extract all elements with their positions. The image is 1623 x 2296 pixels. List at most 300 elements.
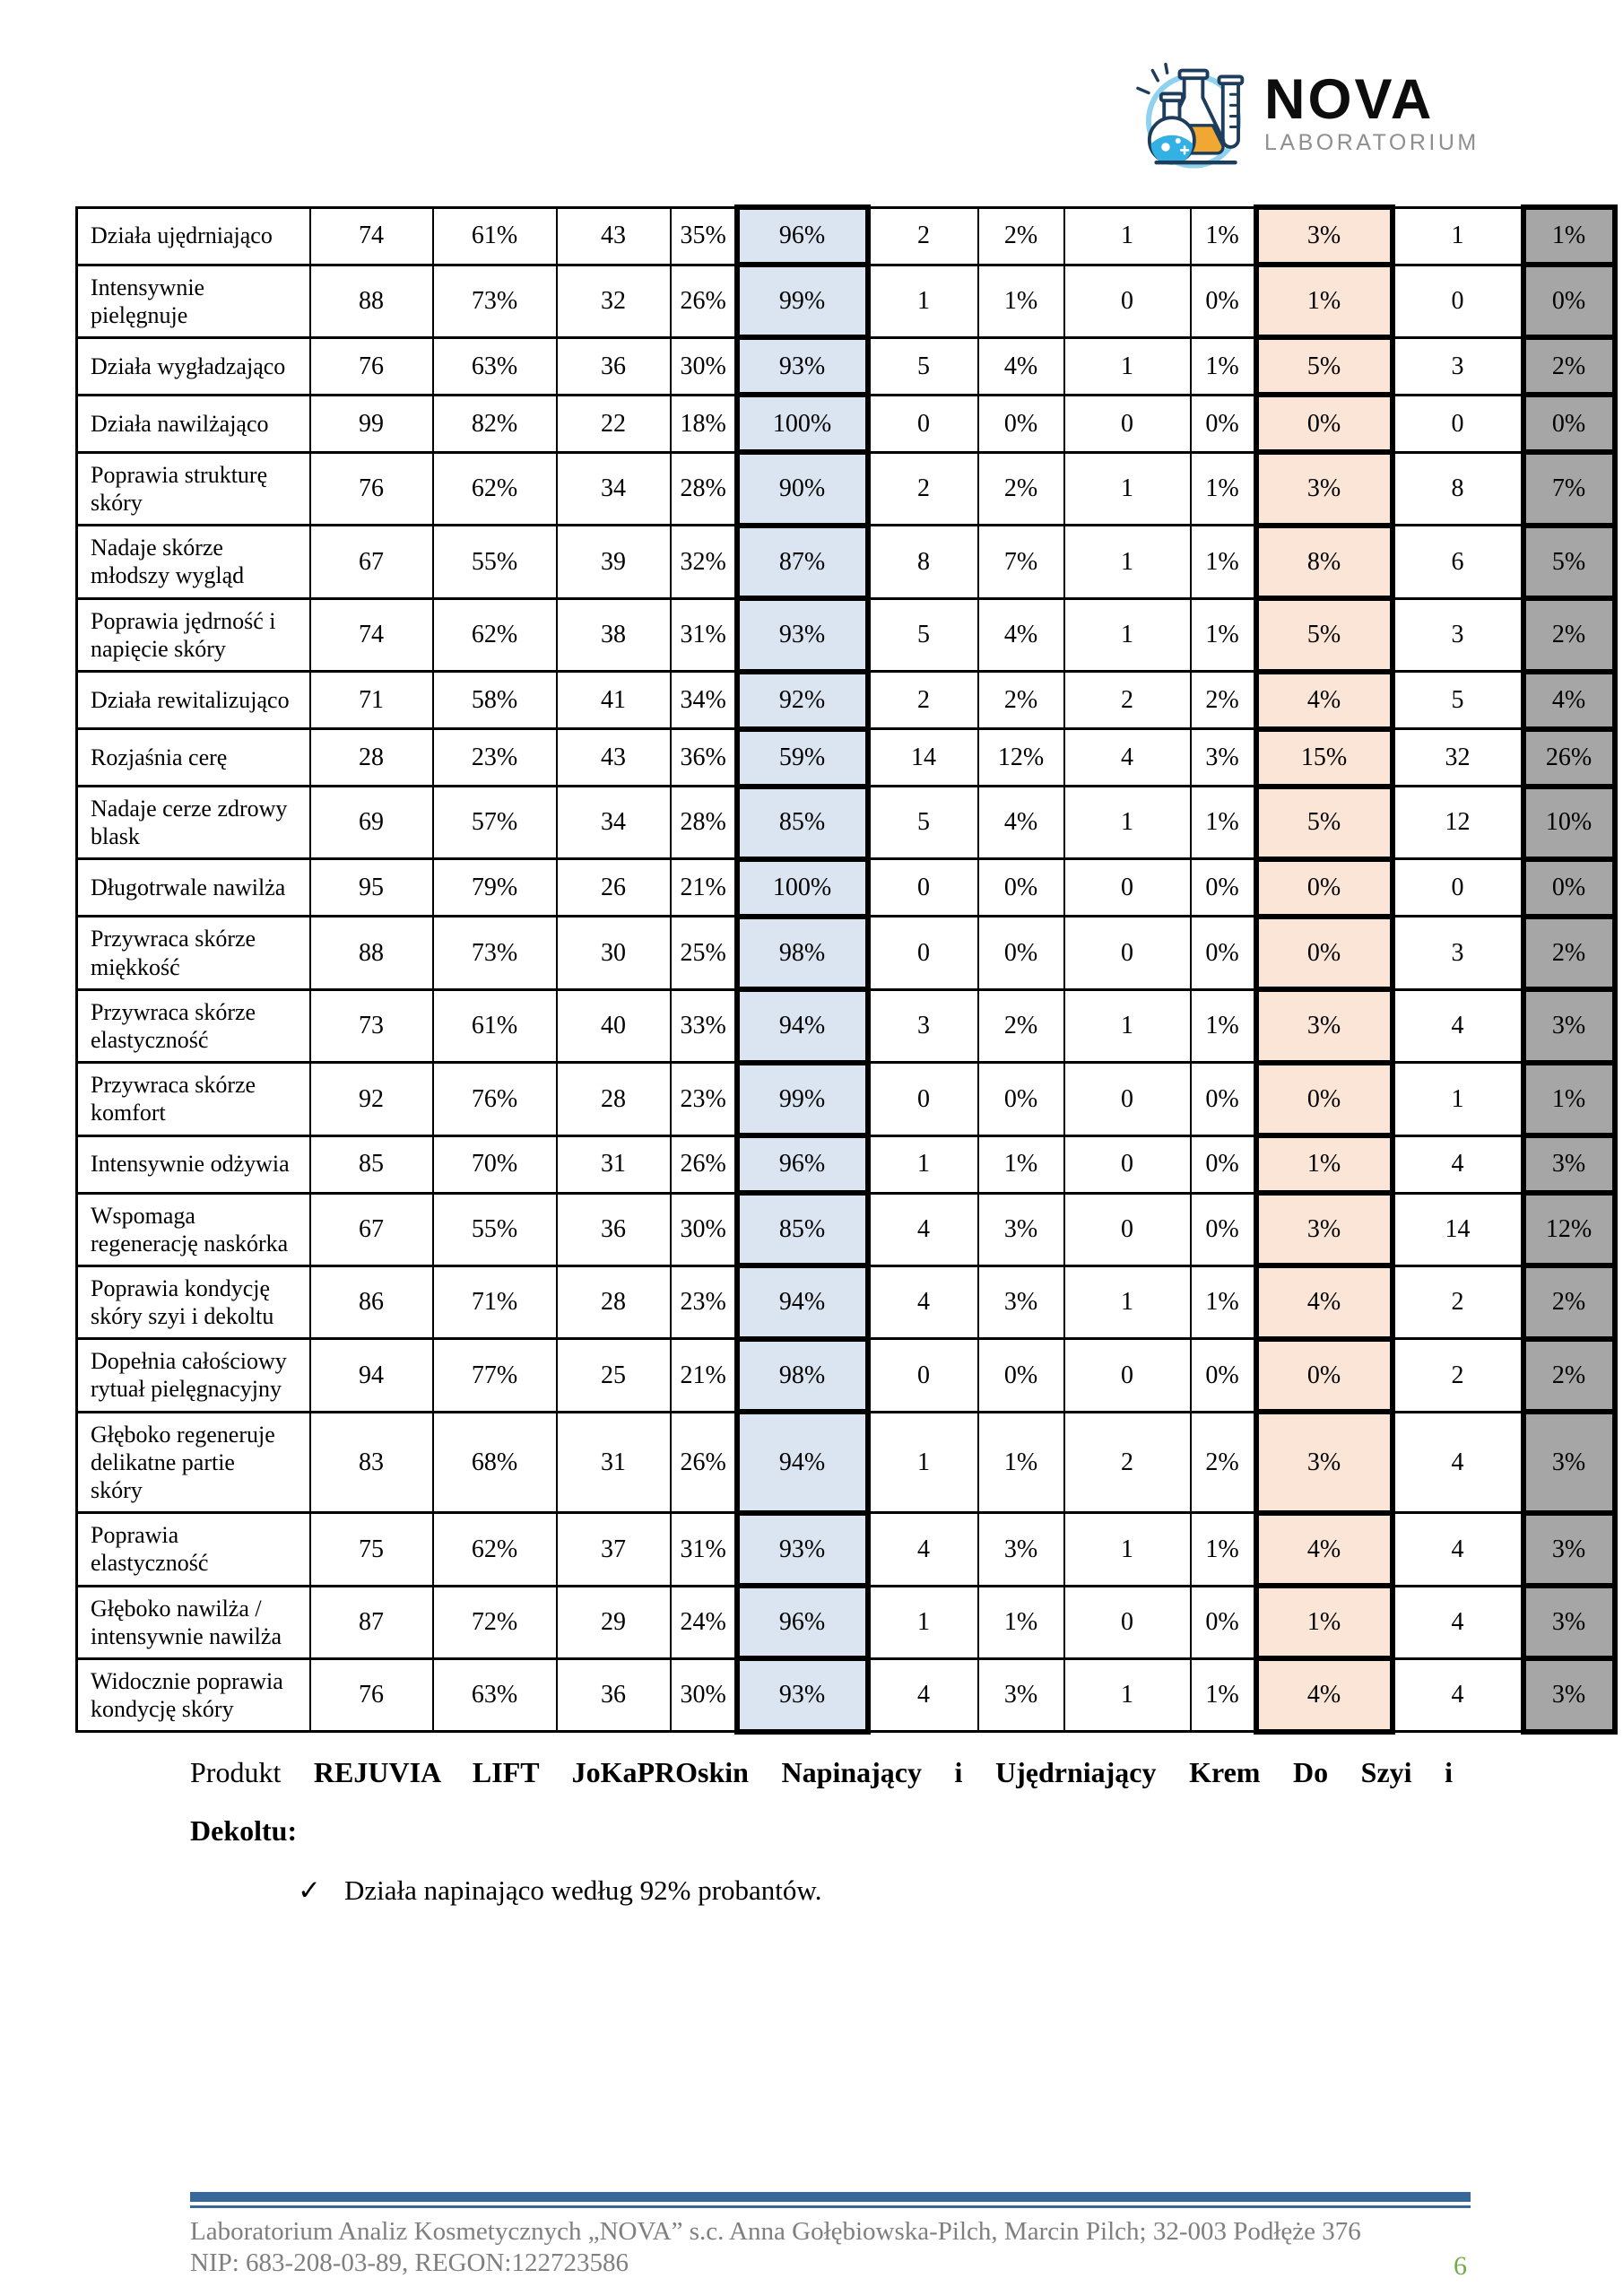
table-row [77,337,1615,395]
table-cell-highlight-gray: 26% [1523,729,1615,787]
table-cell: 0 [1064,1339,1191,1412]
table-cell: 0 [1393,859,1523,917]
table-cell: 0 [1064,1193,1191,1265]
table-cell: 34% [671,672,737,729]
table-row [77,917,1615,989]
table-cell-highlight-blue: 100% [737,859,868,917]
table-cell: 0% [1191,1135,1256,1193]
table-cell: 23% [671,1265,737,1338]
table-row [77,1586,1615,1658]
table-cell: 73% [433,265,557,337]
table-cell: 68% [433,1412,557,1513]
table-cell-highlight-gray: 3% [1523,1135,1615,1193]
product-name-line2: Dekoltu: [190,1813,298,1847]
table-cell-highlight-gray: 0% [1523,859,1615,917]
table-cell-highlight-gray: 2% [1523,337,1615,395]
table-cell: 1% [978,1135,1064,1193]
table-cell: 31% [671,1513,737,1586]
table-cell: 0% [978,395,1064,452]
table-cell: 4 [1393,1412,1523,1513]
table-cell: 87 [310,1586,433,1658]
table-cell-highlight-gray: 2% [1523,1265,1615,1338]
table-cell-highlight-blue: 96% [737,1586,868,1658]
table-cell: 94 [310,1339,433,1412]
table-cell-highlight-peach: 3% [1256,1412,1393,1513]
row-label: Działa nawilżająco [77,395,310,452]
row-label: Dopełnia całościowy rytuał pielęgnacyjny [77,1339,310,1412]
table-cell: 1 [1064,452,1191,525]
table-cell: 3% [978,1265,1064,1338]
table-cell-highlight-gray: 5% [1523,526,1615,598]
table-cell: 4 [1393,1586,1523,1658]
row-label: Wspomaga regenerację naskórka [77,1193,310,1265]
table-cell: 4 [868,1265,978,1338]
table-cell: 1 [868,1135,978,1193]
table-cell: 0 [1393,265,1523,337]
table-cell-highlight-blue: 96% [737,207,868,265]
table-cell: 2 [1064,1412,1191,1513]
table-cell: 8 [1393,452,1523,525]
table-cell: 85 [310,1135,433,1193]
table-cell: 76% [433,1063,557,1135]
page-footer [190,2192,1471,2280]
table-cell-highlight-peach: 4% [1256,1513,1393,1586]
table-cell-highlight-peach: 4% [1256,1265,1393,1338]
table-cell: 4 [1393,1658,1523,1731]
table-cell: 8 [868,526,978,598]
table-cell: 1% [1191,526,1256,598]
table-cell: 1 [1393,1063,1523,1135]
table-row [77,1513,1615,1586]
table-cell-highlight-gray: 2% [1523,917,1615,989]
table-cell: 3 [868,989,978,1062]
table-cell: 4 [868,1658,978,1731]
table-cell: 76 [310,337,433,395]
table-cell: 1% [1191,989,1256,1062]
table-cell-highlight-blue: 99% [737,265,868,337]
table-cell: 4% [978,598,1064,671]
table-cell-highlight-blue: 85% [737,1193,868,1265]
table-cell-highlight-peach: 1% [1256,265,1393,337]
row-label: Widocznie poprawia kondycję skóry [77,1658,310,1731]
table-cell: 36 [557,337,671,395]
table-cell-highlight-gray: 12% [1523,1193,1615,1265]
footer-address: Laboratorium Analiz Kosmetycznych „NOVA” s.c. Anna Gołębiowska-Pilch, Marcin Pilch; 32-003 Podłęże 376 [190,2217,1361,2246]
table-cell: 3 [1393,917,1523,989]
table-cell: 30% [671,1658,737,1731]
logo-subtitle: LABORATORIUM [1264,130,1480,155]
summary-prefix: Produkt [190,1755,282,1788]
table-cell-highlight-peach: 3% [1256,452,1393,525]
footer-rule [190,2192,1471,2208]
table-cell: 1 [868,1412,978,1513]
table-cell: 31 [557,1412,671,1513]
table-cell: 3 [1393,337,1523,395]
table-cell: 43 [557,207,671,265]
table-cell: 0 [1064,1586,1191,1658]
product-summary-line2 [190,1814,1453,1848]
table-cell: 0 [1064,395,1191,452]
table-cell: 86 [310,1265,433,1338]
row-label: Poprawia strukturę skóry [77,452,310,525]
table-row [77,265,1615,337]
product-summary-line1 [190,1756,1453,1789]
table-cell: 2 [1393,1339,1523,1412]
table-cell-highlight-blue: 93% [737,598,868,671]
table-cell: 0% [978,859,1064,917]
table-cell: 0 [868,395,978,452]
table-cell: 36 [557,1658,671,1731]
table-row [77,1063,1615,1135]
table-row [77,452,1615,525]
table-cell: 73% [433,917,557,989]
logo-name: NOVA [1264,68,1435,131]
table-row [77,207,1615,265]
table-cell: 99 [310,395,433,452]
table-cell: 2 [868,672,978,729]
table-cell: 4 [1393,1513,1523,1586]
table-cell: 61% [433,989,557,1062]
table-cell-highlight-peach: 0% [1256,395,1393,452]
table-cell: 4% [978,787,1064,859]
table-cell-highlight-peach: 1% [1256,1586,1393,1658]
table-cell: 12% [978,729,1064,787]
table-cell-highlight-blue: 90% [737,452,868,525]
table-cell-highlight-peach: 4% [1256,1658,1393,1731]
table-cell: 1 [1064,526,1191,598]
table-cell: 26% [671,1135,737,1193]
table-row [77,787,1615,859]
table-cell: 0% [1191,917,1256,989]
table-cell: 2% [978,207,1064,265]
table-cell: 14 [1393,1193,1523,1265]
table-cell: 0% [1191,859,1256,917]
table-cell: 0% [1191,1586,1256,1658]
table-cell: 18% [671,395,737,452]
table-cell: 92 [310,1063,433,1135]
table-cell-highlight-gray: 7% [1523,452,1615,525]
table-cell: 83 [310,1412,433,1513]
table-cell: 1 [1064,1513,1191,1586]
table-cell: 28 [310,729,433,787]
table-cell-highlight-peach: 15% [1256,729,1393,787]
table-cell-highlight-peach: 0% [1256,859,1393,917]
table-cell: 5 [1393,672,1523,729]
table-cell: 0% [978,1339,1064,1412]
table-cell: 21% [671,1339,737,1412]
table-cell: 29 [557,1586,671,1658]
table-cell: 76 [310,452,433,525]
table-cell: 2% [1191,1412,1256,1513]
table-cell-highlight-gray: 3% [1523,1658,1615,1731]
table-row [77,1135,1615,1193]
table-cell: 57% [433,787,557,859]
table-cell: 69 [310,787,433,859]
table-cell: 25 [557,1339,671,1412]
table-cell: 0% [1191,1063,1256,1135]
table-cell: 67 [310,526,433,598]
table-cell: 1 [1064,989,1191,1062]
table-row [77,1339,1615,1412]
table-cell: 1 [1393,207,1523,265]
row-label: Przywraca skórze miękkość [77,917,310,989]
row-label: Działa ujędrniająco [77,207,310,265]
table-cell: 79% [433,859,557,917]
table-row [77,859,1615,917]
table-cell: 0% [1191,1339,1256,1412]
table-cell: 34 [557,452,671,525]
table-cell: 14 [868,729,978,787]
row-label: Intensywnie pielęgnuje [77,265,310,337]
table-row [77,1193,1615,1265]
table-cell: 1% [978,1586,1064,1658]
results-table-body [77,207,1615,1732]
table-cell: 37 [557,1513,671,1586]
table-cell: 0 [1064,265,1191,337]
table-row [77,1265,1615,1338]
table-cell-highlight-blue: 94% [737,989,868,1062]
table-cell: 35% [671,207,737,265]
table-cell: 0 [868,917,978,989]
table-cell: 26% [671,1412,737,1513]
table-cell: 21% [671,859,737,917]
table-cell: 4 [868,1513,978,1586]
table-cell-highlight-blue: 94% [737,1412,868,1513]
table-cell-highlight-peach: 1% [1256,1135,1393,1193]
table-cell: 2 [1064,672,1191,729]
row-label: Poprawia jędrność i napięcie skóry [77,598,310,671]
bullet-item [298,1874,1453,1907]
table-cell: 30 [557,917,671,989]
table-cell: 2% [978,989,1064,1062]
table-cell: 22 [557,395,671,452]
table-cell-highlight-gray: 4% [1523,672,1615,729]
table-row [77,1658,1615,1731]
bullet-text: Działa napinająco według 92% probantów. [343,1874,822,1906]
page-number: 6 [1454,2251,1467,2281]
table-cell-highlight-blue: 59% [737,729,868,787]
table-cell: 74 [310,207,433,265]
table-cell: 0 [1064,1135,1191,1193]
table-cell: 1% [978,1412,1064,1513]
table-cell: 4 [1064,729,1191,787]
table-cell: 1% [1191,207,1256,265]
row-label: Nadaje cerze zdrowy blask [77,787,310,859]
table-cell: 34 [557,787,671,859]
row-label: Głęboko nawilża / intensywnie nawilża [77,1586,310,1658]
table-cell: 58% [433,672,557,729]
table-cell-highlight-blue: 93% [737,337,868,395]
table-cell-highlight-peach: 5% [1256,598,1393,671]
row-label: Długotrwale nawilża [77,859,310,917]
table-cell: 4 [1393,989,1523,1062]
row-label: Przywraca skórze elastyczność [77,989,310,1062]
table-cell: 61% [433,207,557,265]
table-cell-highlight-peach: 5% [1256,337,1393,395]
table-cell: 28 [557,1063,671,1135]
table-cell: 4 [1393,1135,1523,1193]
table-cell: 1% [1191,1513,1256,1586]
table-cell-highlight-peach: 8% [1256,526,1393,598]
table-cell: 32 [557,265,671,337]
table-cell: 1% [978,265,1064,337]
table-cell: 0 [868,1339,978,1412]
row-label: Poprawia elastyczność [77,1513,310,1586]
table-cell: 38 [557,598,671,671]
table-cell: 1% [1191,1265,1256,1338]
table-cell: 5 [868,787,978,859]
table-cell: 2% [978,452,1064,525]
table-cell: 7% [978,526,1064,598]
table-cell: 0 [868,859,978,917]
table-cell: 3 [1393,598,1523,671]
table-cell: 0% [1191,265,1256,337]
row-label: Intensywnie odżywia [77,1135,310,1193]
table-cell: 28% [671,452,737,525]
table-cell-highlight-blue: 100% [737,395,868,452]
table-cell-highlight-peach: 4% [1256,672,1393,729]
table-cell: 0 [1393,395,1523,452]
table-cell-highlight-blue: 94% [737,1265,868,1338]
table-cell-highlight-blue: 93% [737,1658,868,1731]
table-cell: 30% [671,337,737,395]
table-cell: 0 [868,1063,978,1135]
table-cell: 28% [671,787,737,859]
table-cell: 1 [1064,337,1191,395]
table-row [77,672,1615,729]
table-cell: 76 [310,1658,433,1731]
table-cell: 1% [1191,1658,1256,1731]
table-cell: 2% [1191,672,1256,729]
table-cell: 63% [433,337,557,395]
table-cell: 67 [310,1193,433,1265]
table-cell: 77% [433,1339,557,1412]
row-label: Poprawia kondycję skóry szyi i dekoltu [77,1265,310,1338]
table-cell: 55% [433,1193,557,1265]
results-table [75,204,1618,1735]
table-cell: 3% [1191,729,1256,787]
table-cell: 1 [1064,598,1191,671]
table-cell: 23% [671,1063,737,1135]
table-cell: 40 [557,989,671,1062]
table-cell-highlight-gray: 3% [1523,1412,1615,1513]
table-cell: 1 [1064,207,1191,265]
table-cell-highlight-peach: 3% [1256,1193,1393,1265]
table-cell: 71 [310,672,433,729]
table-cell: 5 [868,337,978,395]
table-cell: 2% [978,672,1064,729]
table-cell: 0% [1191,395,1256,452]
table-cell: 1 [868,1586,978,1658]
table-cell-highlight-gray: 3% [1523,1586,1615,1658]
table-row [77,729,1615,787]
table-cell: 36% [671,729,737,787]
table-cell: 1 [868,265,978,337]
table-cell: 75 [310,1513,433,1586]
table-cell: 2 [868,207,978,265]
table-cell: 1 [1064,1265,1191,1338]
table-cell-highlight-gray: 2% [1523,1339,1615,1412]
table-cell-highlight-peach: 3% [1256,989,1393,1062]
table-cell: 0% [978,1063,1064,1135]
table-cell: 62% [433,598,557,671]
table-cell: 63% [433,1658,557,1731]
table-cell: 88 [310,265,433,337]
product-name-line1: REJUVIA LIFT JoKaPROskin Napinający i Ujędrniający Krem Do Szyi i [313,1755,1454,1788]
table-cell: 55% [433,526,557,598]
table-cell: 95 [310,859,433,917]
table-row [77,395,1615,452]
product-summary [190,1756,1453,1907]
table-cell-highlight-gray: 3% [1523,1513,1615,1586]
table-cell: 26% [671,265,737,337]
table-cell: 1 [1064,1658,1191,1731]
footer-registration: NIP: 683-208-03-89, REGON:122723586 [190,2248,629,2278]
table-cell: 28 [557,1265,671,1338]
table-cell: 0% [978,917,1064,989]
checkmark-icon: ✓ [298,1874,321,1907]
table-cell-highlight-gray: 0% [1523,395,1615,452]
table-cell-highlight-blue: 98% [737,917,868,989]
table-cell: 12 [1393,787,1523,859]
table-cell: 43 [557,729,671,787]
row-label: Przywraca skórze komfort [77,1063,310,1135]
table-cell: 0 [1064,917,1191,989]
table-cell: 88 [310,917,433,989]
table-cell: 5 [868,598,978,671]
table-cell-highlight-gray: 1% [1523,207,1615,265]
table-cell: 31 [557,1135,671,1193]
table-cell: 30% [671,1193,737,1265]
table-cell-highlight-gray: 2% [1523,598,1615,671]
table-row [77,989,1615,1062]
table-cell: 31% [671,598,737,671]
table-cell: 62% [433,1513,557,1586]
table-cell: 41 [557,672,671,729]
table-cell: 36 [557,1193,671,1265]
table-cell: 72% [433,1586,557,1658]
table-cell: 0 [1064,1063,1191,1135]
table-cell: 1% [1191,337,1256,395]
table-cell-highlight-gray: 1% [1523,1063,1615,1135]
table-cell-highlight-peach: 3% [1256,207,1393,265]
table-cell: 82% [433,395,557,452]
table-cell-highlight-blue: 93% [737,1513,868,1586]
table-cell-highlight-peach: 0% [1256,1063,1393,1135]
table-cell: 3% [978,1658,1064,1731]
table-cell-highlight-blue: 96% [737,1135,868,1193]
table-cell-highlight-blue: 98% [737,1339,868,1412]
table-cell: 4 [868,1193,978,1265]
table-cell: 33% [671,989,737,1062]
table-cell: 1% [1191,787,1256,859]
table-cell: 26 [557,859,671,917]
table-cell-highlight-gray: 3% [1523,989,1615,1062]
table-row [77,598,1615,671]
table-cell: 39 [557,526,671,598]
lab-flasks-icon [1132,57,1255,169]
row-label: Nadaje skórze młodszy wygląd [77,526,310,598]
table-cell: 62% [433,452,557,525]
table-cell-highlight-blue: 99% [737,1063,868,1135]
table-cell: 23% [433,729,557,787]
row-label: Rozjaśnia cerę [77,729,310,787]
table-cell-highlight-blue: 85% [737,787,868,859]
table-cell: 70% [433,1135,557,1193]
table-cell: 3% [978,1513,1064,1586]
table-cell-highlight-gray: 10% [1523,787,1615,859]
table-cell: 6 [1393,526,1523,598]
